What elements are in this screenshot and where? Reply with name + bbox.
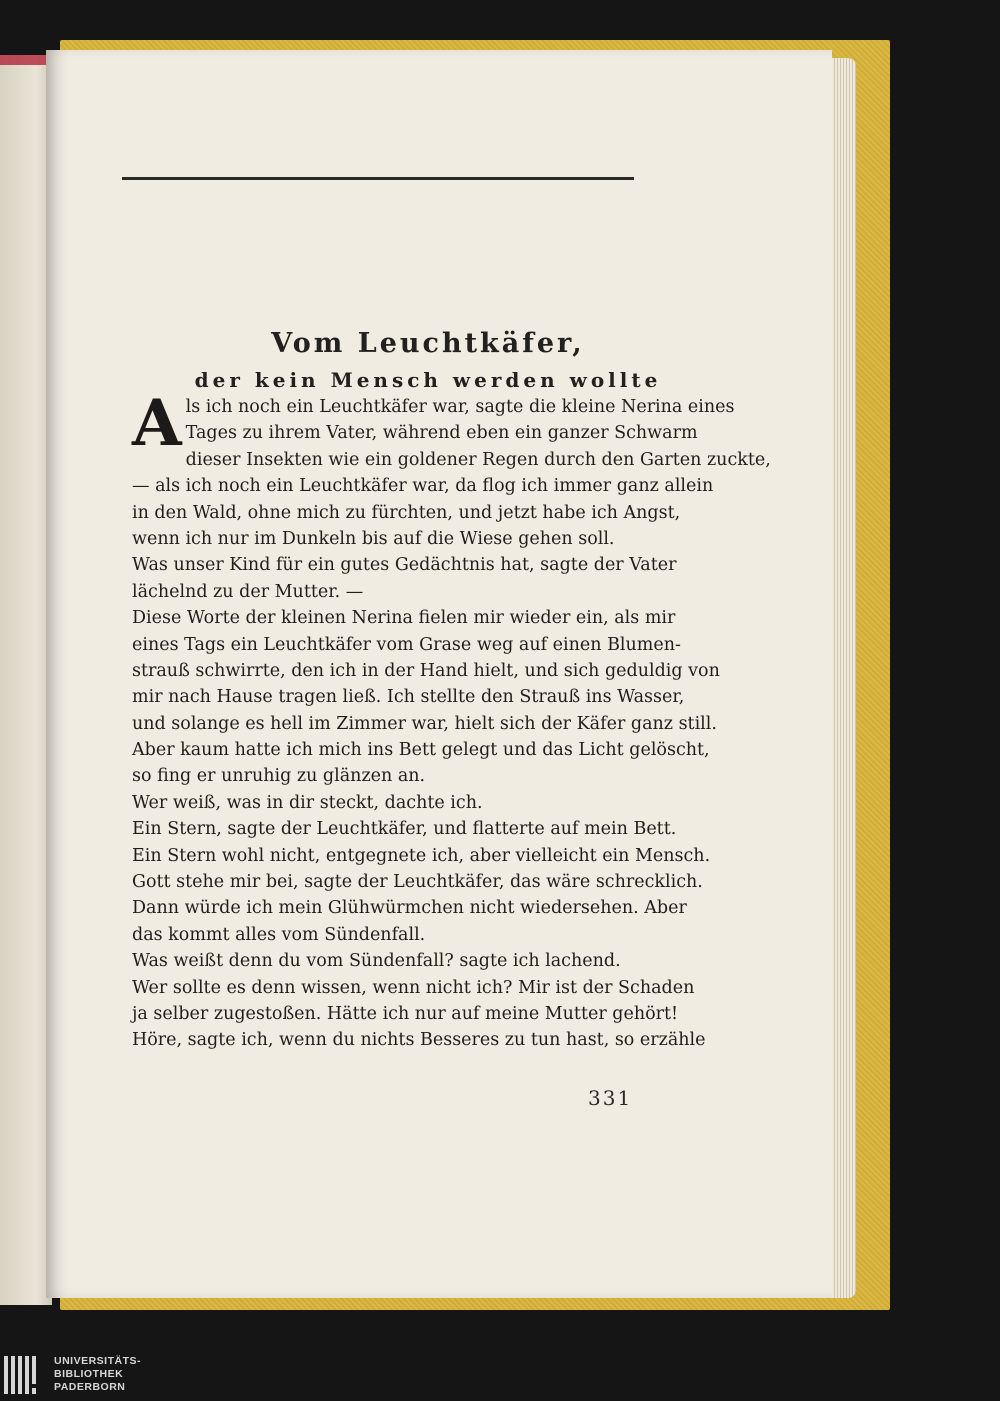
text-line: Gott stehe mir bei, sagte der Leuchtkäfer, das wäre schrecklich.: [132, 872, 703, 893]
text-line: lächelnd zu der Mutter. —: [132, 581, 364, 602]
library-logo-text: [54, 1355, 141, 1394]
drop-cap: A: [132, 386, 182, 461]
text-line: mir nach Hause tragen ließ. Ich stellte den Strauß ins Wasser,: [132, 687, 685, 708]
book-page: [46, 50, 832, 1298]
text-line: Ein Stern wohl nicht, entgegnete ich, aber vielleicht ein Mensch.: [132, 845, 711, 866]
logo-line: PADERBORN: [54, 1381, 126, 1393]
text-line: Diese Worte der kleinen Nerina fielen mir wieder ein, als mir: [132, 608, 676, 629]
body-text: [132, 386, 771, 1054]
story-title: Vom Leuchtkäfer,: [271, 328, 585, 359]
story-subtitle: der kein Mensch werden wollte: [194, 368, 662, 392]
text-line: — als ich noch ein Leuchtkäfer war, da flog ich immer ganz allein: [132, 476, 714, 497]
text-line: Dann würde ich mein Glühwürmchen nicht wiedersehen. Aber: [132, 898, 687, 919]
text-line: Was weißt denn du vom Sündenfall? sagte ich lachend.: [132, 951, 621, 972]
text-line: Höre, sagte ich, wenn du nichts Besseres zu tun hast, so erzähle: [132, 1030, 706, 1051]
text-line: dieser Insekten wie ein goldener Regen durch den Garten zuckte,: [185, 449, 771, 470]
left-page-edge: [0, 55, 52, 1305]
text-line: Tages zu ihrem Vater, während eben ein ganzer Schwarm: [185, 423, 698, 444]
logo-line: UNIVERSITÄTS-: [54, 1355, 142, 1367]
library-footer: [0, 1350, 1000, 1401]
text-line: ja selber zugestoßen. Hätte ich nur auf meine Mutter gehört!: [132, 1003, 679, 1024]
text-line: Ein Stern, sagte der Leuchtkäfer, und flatterte auf mein Bett.: [132, 819, 677, 840]
text-line: und solange es hell im Zimmer war, hielt sich der Käfer ganz still.: [132, 713, 717, 734]
text-line: strauß schwirrte, den ich in der Hand hielt, und sich geduldig von: [132, 660, 720, 681]
text-line: Was unser Kind für ein gutes Gedächtnis hat, sagte der Vater: [132, 555, 677, 576]
library-logo-icon: [4, 1356, 48, 1394]
text-line: Aber kaum hatte ich mich ins Bett gelegt und das Licht gelöscht,: [132, 740, 710, 761]
text-line: Wer weiß, was in dir steckt, dachte ich.: [132, 792, 483, 813]
text-line: in den Wald, ohne mich zu fürchten, und jetzt habe ich Angst,: [132, 502, 681, 523]
logo-line: BIBLIOTHEK: [54, 1368, 124, 1380]
text-line: das kommt alles vom Sündenfall.: [132, 924, 426, 945]
text-line: ls ich noch ein Leuchtkäfer war, sagte die kleine Nerina eines: [185, 397, 735, 417]
text-line: so fing er unruhig zu glänzen an.: [132, 766, 426, 787]
text-line: Wer sollte es denn wissen, wenn nicht ich? Mir ist der Schaden: [132, 977, 695, 998]
text-line: eines Tags ein Leuchtkäfer vom Grase weg auf einen Blumen-: [132, 634, 681, 655]
header-rule: [122, 177, 634, 180]
page-number: 331: [588, 1086, 633, 1110]
text-line: wenn ich nur im Dunkeln bis auf die Wiese gehen soll.: [132, 528, 615, 549]
